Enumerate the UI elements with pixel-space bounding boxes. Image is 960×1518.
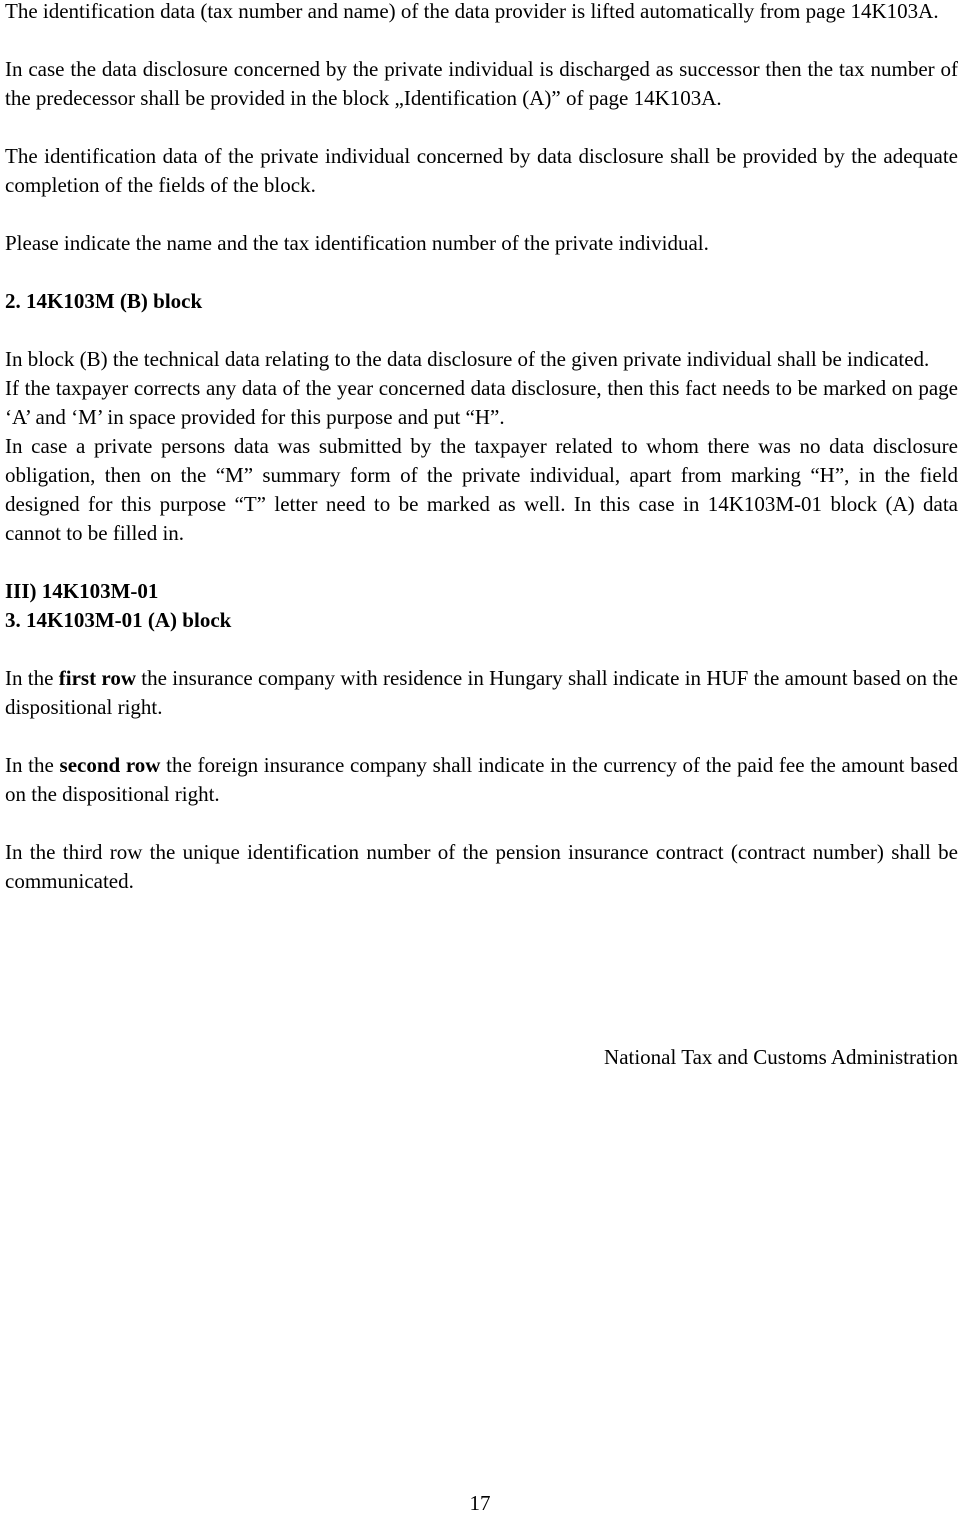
- document-body: [5, 0, 958, 896]
- paragraph-third-row: In the third row the unique identification number of the pension insurance contract (contract number) shall be communicated.: [5, 840, 958, 893]
- second-row-text-start: In the: [5, 753, 60, 777]
- first-row-text-start: In the: [5, 666, 59, 690]
- paragraph-first-row: [5, 664, 958, 722]
- first-row-emphasis: first row: [58, 666, 136, 690]
- section-heading-part-iii: III) 14K103M-01: [5, 579, 159, 603]
- section-heading-a-block: 3. 14K103M-01 (A) block: [5, 608, 232, 632]
- paragraph-no-obligation: In case a private persons data was submitted by the taxpayer related to whom there was no data disclosure obligation, then on the “M” summary form of the private individual, apart from marking “H”, in the field designed for this purpose “T” letter need to be marked as well. In this case in 14K103M-01 block (A) data cannot to be filled in.: [5, 434, 958, 545]
- paragraph-technical-data: In block (B) the technical data relating to the data disclosure of the given private individual shall be indicated.: [5, 347, 930, 371]
- second-row-emphasis: second row: [59, 753, 161, 777]
- signature-authority: National Tax and Customs Administration: [604, 1045, 958, 1069]
- section-heading-b-block: 2. 14K103M (B) block: [5, 289, 203, 313]
- paragraph-second-row: [5, 751, 958, 809]
- paragraph-identification-private-individual: The identification data of the private individual concerned by data disclosure shall be provided by the adequate completion of the fields of the block.: [5, 144, 958, 197]
- paragraph-name-tax-number: Please indicate the name and the tax identification number of the private individual.: [5, 231, 709, 255]
- paragraph-successor: In case the data disclosure concerned by the private individual is discharged as successor then the tax number of the predecessor shall be provided in the block „Identification (A)” of page 14K103A.: [5, 57, 958, 110]
- first-row-text-end: the insurance company with residence in Hungary shall indicate in HUF the amount based on the dispositional right.: [5, 666, 958, 719]
- page-number: 17: [469, 1491, 491, 1515]
- paragraph-data-provider: The identification data (tax number and name) of the data provider is lifted automatically from page 14K103A.: [5, 0, 939, 23]
- second-row-text-end: the foreign insurance company shall indicate in the currency of the paid fee the amount based on the dispositional right.: [5, 753, 959, 806]
- paragraph-corrections: If the taxpayer corrects any data of the year concerned data disclosure, then this fact needs to be marked on page ‘A’ and ‘M’ in space provided for this purpose and put “H”.: [5, 376, 958, 429]
